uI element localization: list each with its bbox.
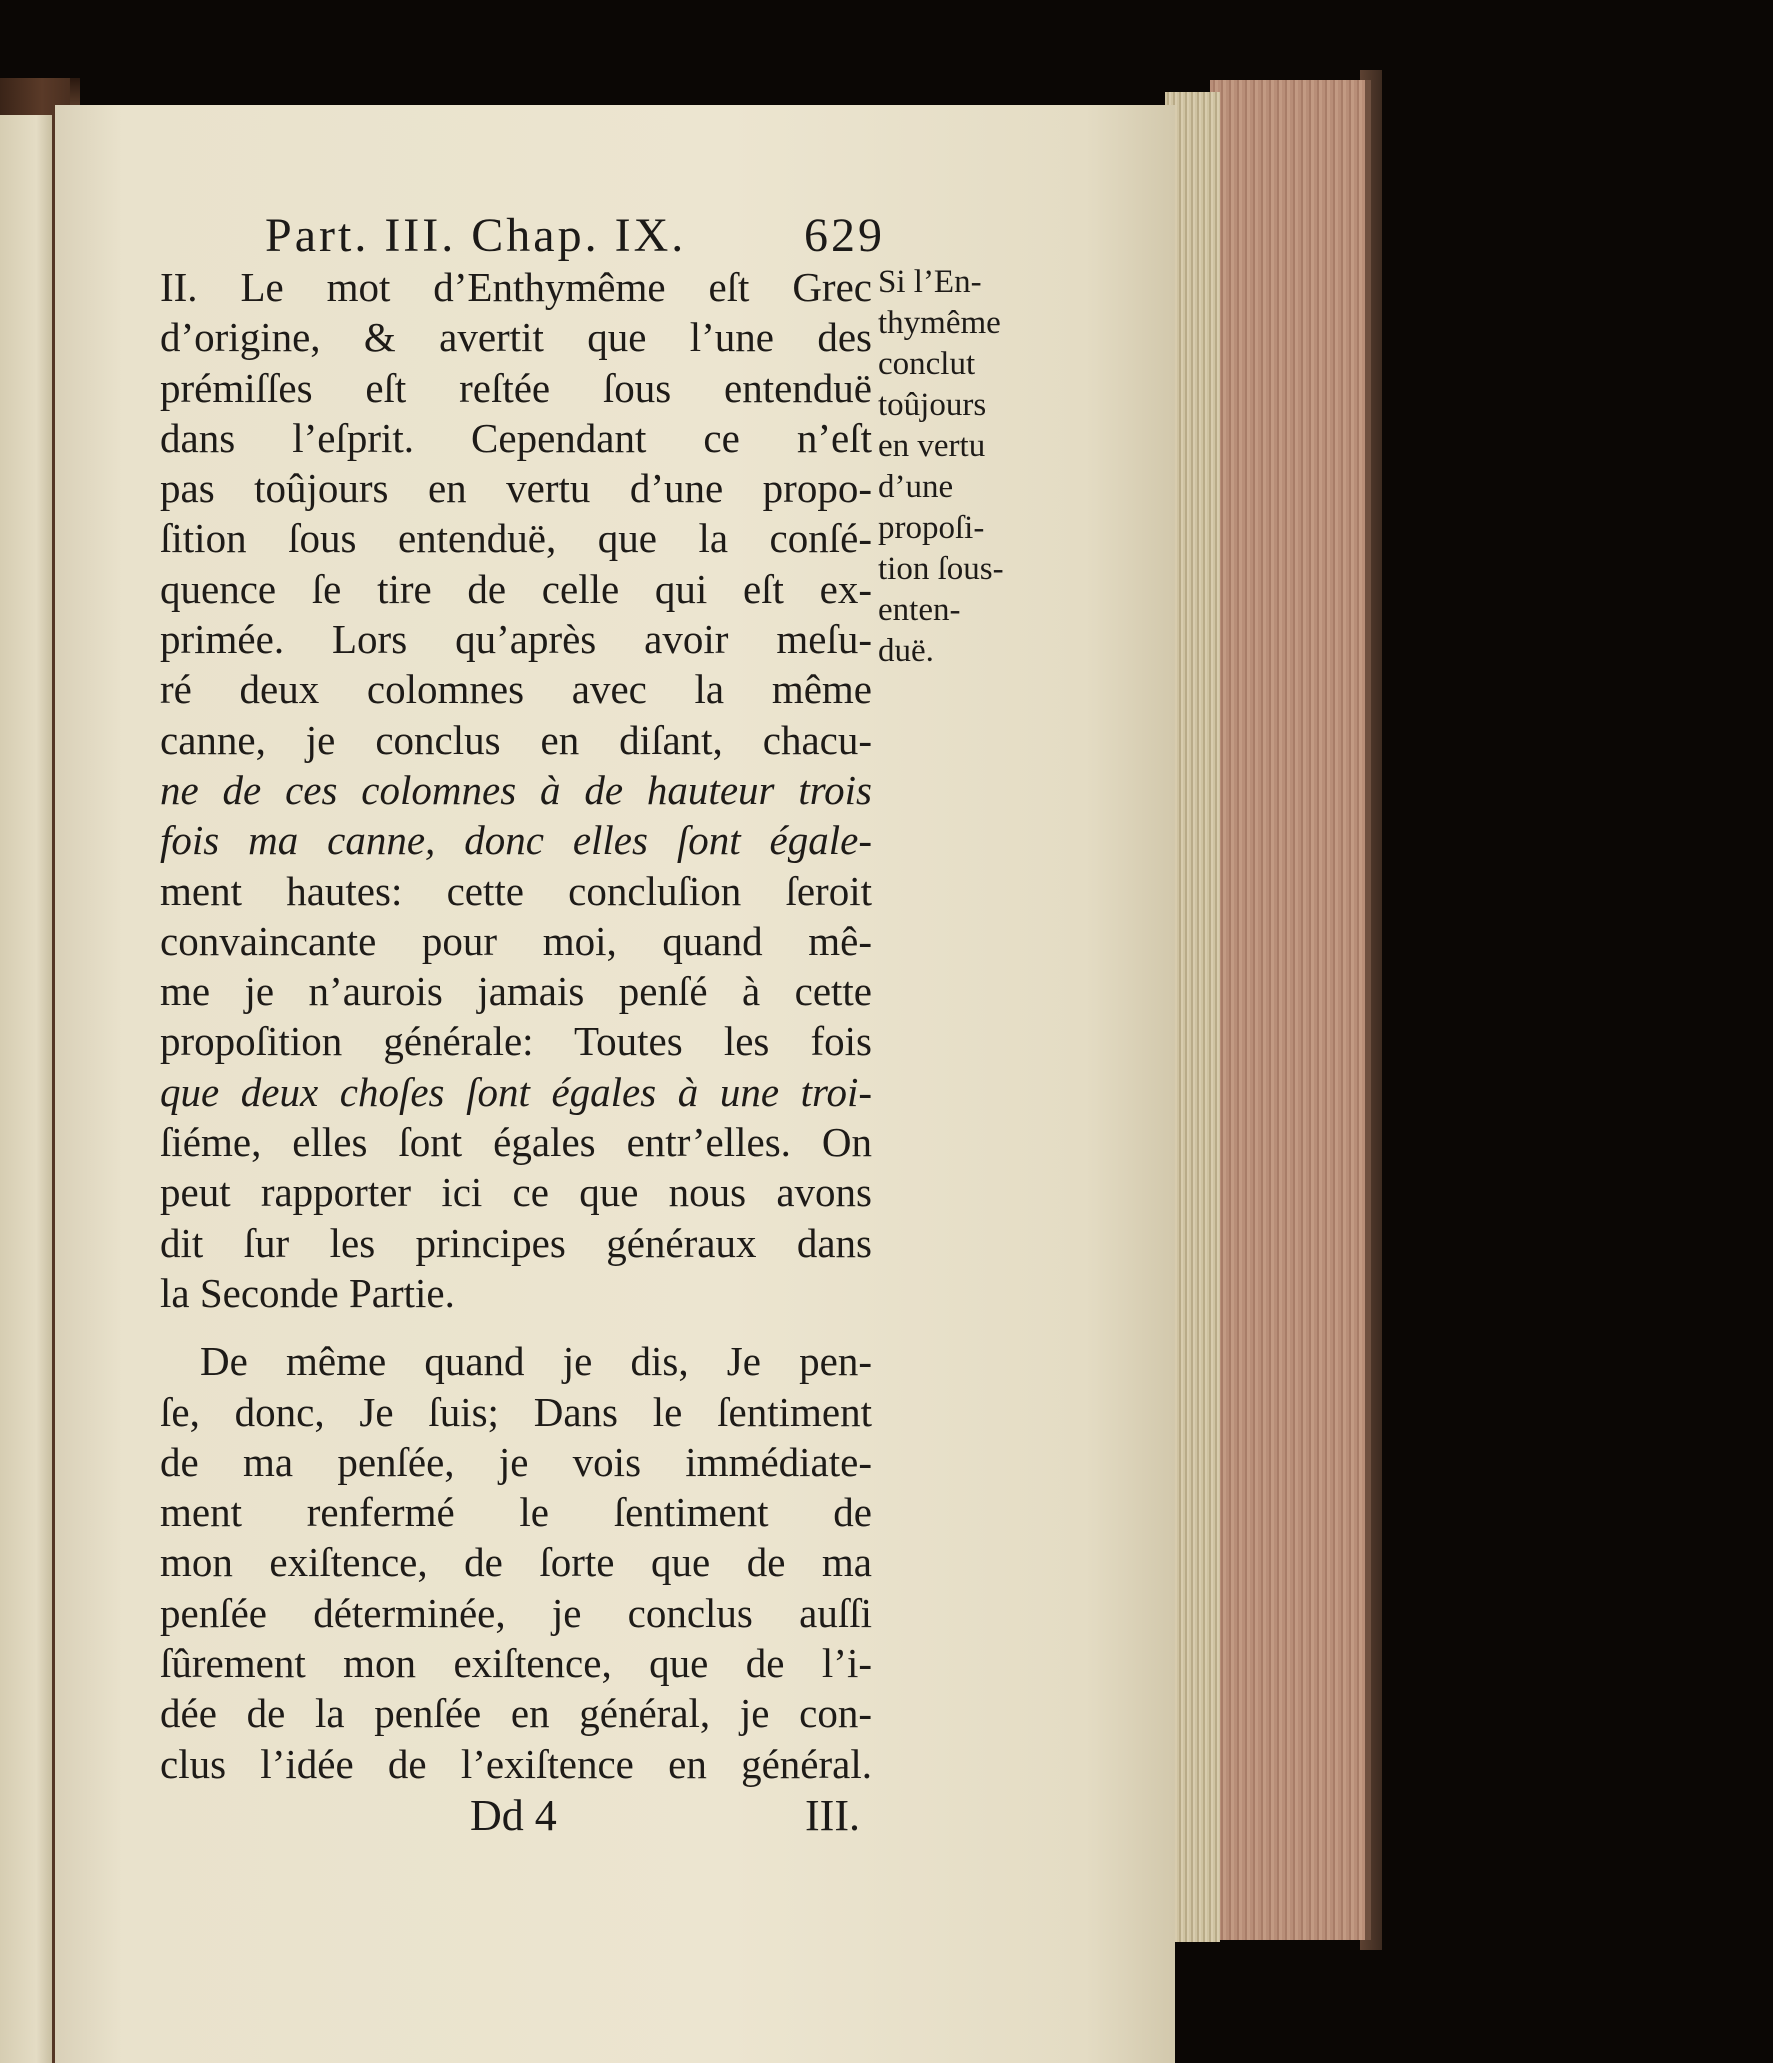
signature-mark: Dd 4 bbox=[470, 1791, 557, 1840]
running-head-title: Part. III. Chap. IX. bbox=[265, 209, 687, 262]
margin-line: thymême bbox=[878, 305, 1001, 341]
left-page-edge bbox=[0, 115, 52, 2063]
text-line: ne de ces colomnes à de hauteur trois bbox=[160, 766, 872, 813]
margin-line: enten- bbox=[878, 592, 961, 628]
text-line: ſûrement mon exiſtence, que de l’i- bbox=[160, 1640, 872, 1687]
page-footer bbox=[470, 1790, 870, 1850]
text-line: de ma penſée, je vois immédiate- bbox=[160, 1438, 872, 1485]
paragraph-1 bbox=[160, 262, 872, 1318]
text-line: ment hautes: cette concluſion ſeroit bbox=[160, 867, 872, 914]
text-line: la Seconde Partie. bbox=[160, 1269, 455, 1316]
text-line: dée de la penſée en général, je con- bbox=[160, 1690, 872, 1737]
text-line: ré deux colomnes avec la même bbox=[160, 666, 872, 713]
text-line: ment renfermé le ſentiment de bbox=[160, 1489, 872, 1536]
margin-line: Si l’En- bbox=[878, 264, 982, 300]
page-block-edge bbox=[1210, 80, 1371, 1940]
running-head bbox=[265, 208, 905, 268]
text-line: que deux choſes ſont égales à une troi- bbox=[160, 1068, 872, 1115]
margin-line: toûjours bbox=[878, 387, 987, 423]
text-line: dans l’eſprit. Cependant ce n’eſt bbox=[160, 414, 872, 461]
text-line: ſe, donc, Je ſuis; Dans le ſentiment bbox=[160, 1388, 872, 1435]
text-line: ſition ſous entenduë, que la conſé- bbox=[160, 515, 872, 562]
main-text bbox=[160, 262, 872, 1789]
margin-line: duë. bbox=[878, 633, 934, 669]
text-line: dit ſur les principes généraux dans bbox=[160, 1219, 872, 1266]
margin-line: en vertu bbox=[878, 428, 986, 464]
text-line: convaincante pour moi, quand mê- bbox=[160, 917, 872, 964]
margin-line: tion ſous- bbox=[878, 551, 1004, 587]
text-line: prémiſſes eſt reſtée ſous entenduë bbox=[160, 364, 872, 411]
text-line: clus l’idée de l’exiſtence en général. bbox=[160, 1740, 872, 1787]
text-line: ſiéme, elles ſont égales entr’elles. On bbox=[160, 1119, 872, 1166]
margin-line: propoſi- bbox=[878, 510, 985, 546]
margin-line: conclut bbox=[878, 346, 976, 382]
text-line: De même quand je dis, Je pen- bbox=[200, 1338, 872, 1385]
text-line: d’origine, & avertit que l’une des bbox=[160, 314, 872, 361]
text-line: quence ſe tire de celle qui eſt ex- bbox=[160, 565, 872, 612]
text-line: peut rapporter ici ce que nous avons bbox=[160, 1169, 872, 1216]
text-line: fois ma canne, donc elles ſont égale- bbox=[160, 817, 872, 864]
marginal-note bbox=[878, 262, 1068, 672]
text-line: II. Le mot d’Enthymême eſt Grec bbox=[160, 264, 872, 310]
text-line: primée. Lors qu’après avoir meſu- bbox=[160, 616, 872, 663]
text-line: pas toûjours en vertu d’une propo- bbox=[160, 465, 872, 512]
text-line: penſée déterminée, je conclus auſſi bbox=[160, 1589, 872, 1636]
catchword: III. bbox=[805, 1791, 860, 1840]
text-line: canne, je conclus en diſant, chacu- bbox=[160, 716, 872, 763]
text-line: propoſition générale: Toutes les fois bbox=[160, 1018, 872, 1065]
page-number: 629 bbox=[804, 209, 885, 262]
text-line: mon exiſtence, de ſorte que de ma bbox=[160, 1539, 872, 1586]
margin-line: d’une bbox=[878, 469, 954, 505]
paragraph-2 bbox=[160, 1336, 872, 1789]
text-line: me je n’aurois jamais penſé à cette bbox=[160, 968, 872, 1015]
